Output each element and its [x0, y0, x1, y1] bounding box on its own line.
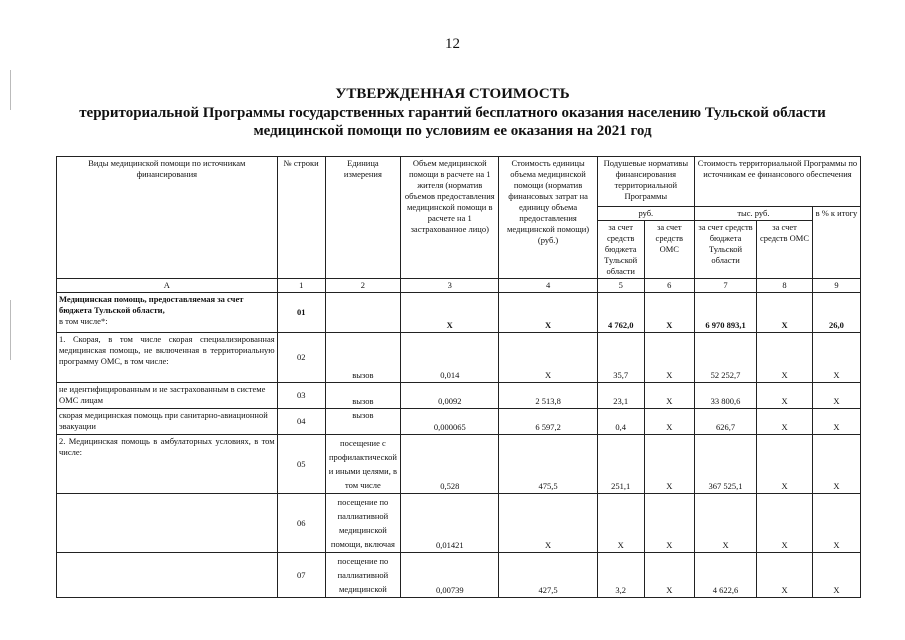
header-cost: Стоимость единицы объема медицинской помощи (норматив финансовых затрат на единицу объема предоставления медицинской помощи) (руб.): [499, 157, 597, 279]
row-unit: посещение по паллиативной медицинской: [325, 553, 400, 598]
row-volume: 0,000065: [401, 409, 499, 435]
row-unit: вызов: [325, 333, 400, 383]
row-name-main: Медицинская помощь, предоставляемая за счет бюджета Тульской области,: [59, 294, 244, 315]
index-cell: 5: [597, 279, 644, 293]
table-row: [57, 383, 861, 409]
row-cost: X: [499, 333, 597, 383]
header-total-unit: тыс. руб.: [694, 207, 812, 221]
header-pc-oms: за счет средств ОМС: [644, 221, 694, 279]
row-t-budget: 626,7: [694, 409, 756, 435]
row-num: 06: [277, 494, 325, 553]
table-row: [57, 409, 861, 435]
header-t-oms: за счет средств ОМС: [757, 221, 813, 279]
row-pc-budget: 0,4: [597, 409, 644, 435]
table-row: [57, 293, 861, 333]
row-pc-oms: X: [644, 553, 694, 598]
row-t-budget: 52 252,7: [694, 333, 756, 383]
header-unit: Единица измерения: [325, 157, 400, 279]
cost-table: [56, 156, 861, 598]
table-row: [57, 494, 861, 553]
row-t-budget: 367 525,1: [694, 435, 756, 494]
row-num: 02: [277, 333, 325, 383]
row-pc-oms: X: [644, 383, 694, 409]
row-unit: [325, 293, 400, 333]
row-pct: X: [812, 435, 860, 494]
row-pc-budget: 3,2: [597, 553, 644, 598]
document-title: УТВЕРЖДЕННАЯ СТОИМОСТЬ: [335, 86, 570, 102]
row-cost: 427,5: [499, 553, 597, 598]
row-t-oms: X: [757, 383, 813, 409]
table-row: [57, 333, 861, 383]
row-num: 07: [277, 553, 325, 598]
document-subtitle: [0, 104, 905, 140]
row-num: 03: [277, 383, 325, 409]
row-pc-budget: 251,1: [597, 435, 644, 494]
index-cell: 6: [644, 279, 694, 293]
page-number: 12: [445, 36, 460, 52]
subtitle-line-2: медицинской помощи по условиям ее оказания на 2021 год: [253, 123, 652, 139]
row-pc-budget: 23,1: [597, 383, 644, 409]
row-pct: X: [812, 553, 860, 598]
row-unit: вызов: [325, 383, 400, 409]
header-rownum: № строки: [277, 157, 325, 279]
row-pc-budget: X: [597, 494, 644, 553]
header-volume: Объем медицинской помощи в расчете на 1 жителя (норматив объемов предоставления медицинской помощи в расчете на 1 застрахованное лицо): [401, 157, 499, 279]
row-volume: 0,014: [401, 333, 499, 383]
index-cell: 1: [277, 279, 325, 293]
header-pc-budget: за счет средств бюджета Тульской области: [597, 221, 644, 279]
row-cost: 6 597,2: [499, 409, 597, 435]
row-num: 01: [277, 293, 325, 333]
row-pct: 26,0: [812, 293, 860, 333]
row-pc-oms: X: [644, 409, 694, 435]
index-cell: 4: [499, 279, 597, 293]
row-t-oms: X: [757, 435, 813, 494]
row-cost: X: [499, 293, 597, 333]
row-name: скорая медицинская помощь при санитарно-авиационной эвакуации: [57, 409, 278, 435]
row-num: 05: [277, 435, 325, 494]
row-name: [57, 293, 278, 333]
row-pc-budget: 35,7: [597, 333, 644, 383]
row-pc-oms: X: [644, 293, 694, 333]
row-t-budget: 33 800,6: [694, 383, 756, 409]
row-name: 1. Скорая, в том числе скорая специализированная медицинская помощь, не включенная в территориальную программу ОМС, в том числе:: [57, 333, 278, 383]
row-volume: 0,0092: [401, 383, 499, 409]
row-cost: 475,5: [499, 435, 597, 494]
row-t-budget: 6 970 893,1: [694, 293, 756, 333]
row-volume: 0,00739: [401, 553, 499, 598]
row-pc-budget: 4 762,0: [597, 293, 644, 333]
index-cell: 7: [694, 279, 756, 293]
row-pc-oms: X: [644, 435, 694, 494]
table-row: [57, 435, 861, 494]
index-row: [57, 279, 861, 293]
header-types: Виды медицинской помощи по источникам финансирования: [57, 157, 278, 279]
header-percapita-unit: руб.: [597, 207, 694, 221]
row-volume: 0,01421: [401, 494, 499, 553]
row-pct: X: [812, 409, 860, 435]
row-name: 2. Медицинская помощь в амбулаторных условиях, в том числе:: [57, 435, 278, 494]
row-name: [57, 494, 278, 553]
row-num: 04: [277, 409, 325, 435]
index-cell: А: [57, 279, 278, 293]
scan-edge-mark: [10, 300, 11, 360]
row-name: не идентифицированным и не застрахованным в системе ОМС лицам: [57, 383, 278, 409]
index-cell: 9: [812, 279, 860, 293]
row-t-budget: X: [694, 494, 756, 553]
row-pct: X: [812, 333, 860, 383]
row-unit: посещение по паллиативной медицинской помощи, включая: [325, 494, 400, 553]
row-name: [57, 553, 278, 598]
row-volume: 0,528: [401, 435, 499, 494]
header-percapita: Подушевые нормативы финансирования территориальной Программы: [597, 157, 694, 207]
row-t-oms: X: [757, 409, 813, 435]
row-t-budget: 4 622,6: [694, 553, 756, 598]
index-cell: 8: [757, 279, 813, 293]
row-cost: X: [499, 494, 597, 553]
row-volume: X: [401, 293, 499, 333]
row-name-suffix: в том числе*:: [59, 316, 108, 326]
row-pc-oms: X: [644, 333, 694, 383]
index-cell: 2: [325, 279, 400, 293]
row-pct: X: [812, 383, 860, 409]
row-t-oms: X: [757, 293, 813, 333]
index-cell: 3: [401, 279, 499, 293]
header-t-budget: за счет средств бюджета Тульской области: [694, 221, 756, 279]
header-total: Стоимость территориальной Программы по источникам ее финансового обеспечения: [694, 157, 860, 207]
row-cost: 2 513,8: [499, 383, 597, 409]
table-row: [57, 553, 861, 598]
row-unit: вызов: [325, 409, 400, 435]
row-pct: X: [812, 494, 860, 553]
row-unit: посещение с профилактической и иными целями, в том числе: [325, 435, 400, 494]
header-percent: в % к итогу: [812, 207, 860, 279]
row-t-oms: X: [757, 553, 813, 598]
row-t-oms: X: [757, 333, 813, 383]
row-t-oms: X: [757, 494, 813, 553]
row-pc-oms: X: [644, 494, 694, 553]
subtitle-line-1: территориальной Программы государственных гарантий бесплатного оказания населению Тульской области: [79, 105, 826, 121]
